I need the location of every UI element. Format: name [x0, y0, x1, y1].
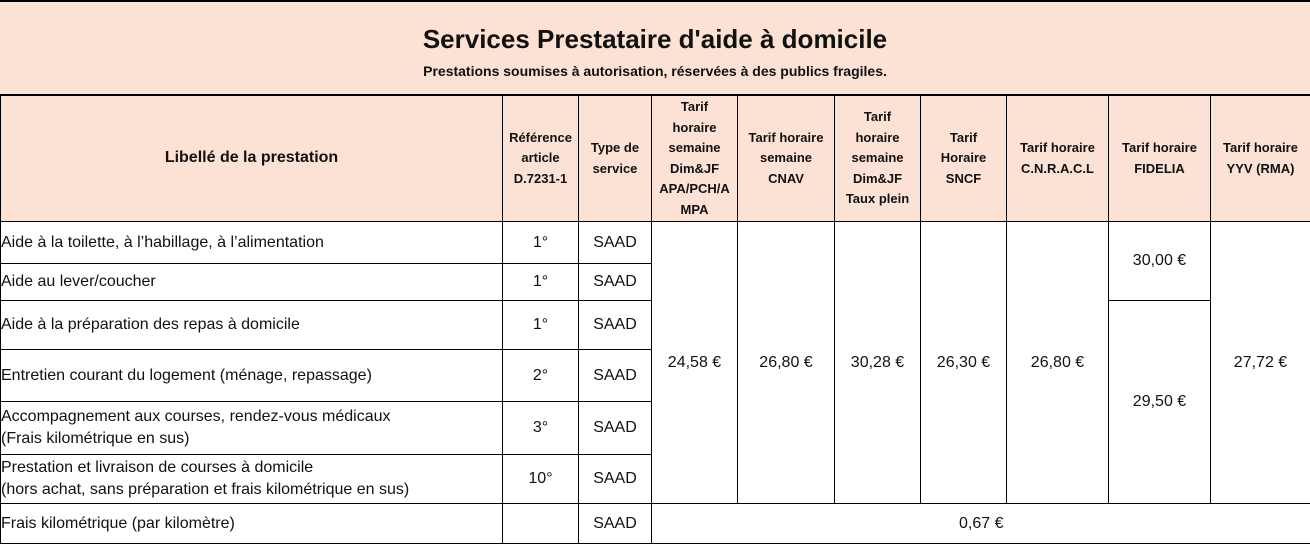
rate-fidelia-top: 30,00 € — [1109, 222, 1211, 301]
header-cnav: Tarif horaire semaine CNAV — [738, 96, 835, 222]
row-label: Aide à la préparation des repas à domicile — [1, 301, 503, 350]
table-row — [1, 222, 1310, 264]
header-row — [1, 96, 1310, 222]
rate-taux-plein: 30,28 € — [835, 222, 921, 504]
rate-sncf: 26,30 € — [921, 222, 1007, 504]
row-label: Prestation et livraison de courses à domicile (hors achat, sans préparation et frais kilométrique en sus) — [1, 455, 503, 504]
title-band — [0, 0, 1310, 95]
row-label: Aide à la toilette, à l’habillage, à l’alimentation — [1, 222, 503, 264]
row-type: SAAD — [579, 350, 652, 402]
header-yyv: Tarif horaire YYV (RMA) — [1211, 96, 1310, 222]
header-sncf: Tarif Horaire SNCF — [921, 96, 1007, 222]
header-apa: Tarif horaire semaine Dim&JF APA/PCH/A MPA — [652, 96, 738, 222]
row-label: Aide au lever/coucher — [1, 264, 503, 301]
footer-row — [1, 504, 1310, 544]
rate-yyv: 27,72 € — [1211, 222, 1310, 504]
header-cnracl: Tarif horaire C.N.R.A.C.L — [1007, 96, 1109, 222]
footer-rate: 0,67 € — [652, 504, 1310, 544]
header-type: Type de service — [579, 96, 652, 222]
rate-fidelia-bottom: 29,50 € — [1109, 301, 1211, 504]
row-reference: 1° — [503, 301, 579, 350]
footer-reference — [503, 504, 579, 544]
row-label: Accompagnement aux courses, rendez-vous médicaux (Frais kilométrique en sus) — [1, 402, 503, 455]
row-reference: 2° — [503, 350, 579, 402]
row-type: SAAD — [579, 264, 652, 301]
rate-apa: 24,58 € — [652, 222, 738, 504]
row-type: SAAD — [579, 402, 652, 455]
rate-cnracl: 26,80 € — [1007, 222, 1109, 504]
footer-label: Frais kilométrique (par kilomètre) — [1, 504, 503, 544]
row-reference: 3° — [503, 402, 579, 455]
row-type: SAAD — [579, 455, 652, 504]
header-reference: Référence article D.7231-1 — [503, 96, 579, 222]
header-libelle: Libellé de la prestation — [1, 96, 503, 222]
rate-cnav: 26,80 € — [738, 222, 835, 504]
footer-type: SAAD — [579, 504, 652, 544]
row-reference: 1° — [503, 264, 579, 301]
row-type: SAAD — [579, 301, 652, 350]
header-fidelia: Tarif horaire FIDELIA — [1109, 96, 1211, 222]
row-reference: 10° — [503, 455, 579, 504]
page-subtitle: Prestations soumises à autorisation, réservées à des publics fragiles. — [0, 62, 1310, 80]
row-reference: 1° — [503, 222, 579, 264]
page-title: Services Prestataire d'aide à domicile — [0, 24, 1310, 54]
tariff-table — [0, 95, 1310, 544]
row-label: Entretien courant du logement (ménage, repassage) — [1, 350, 503, 402]
header-taux-plein: Tarif horaire semaine Dim&JF Taux plein — [835, 96, 921, 222]
row-type: SAAD — [579, 222, 652, 264]
